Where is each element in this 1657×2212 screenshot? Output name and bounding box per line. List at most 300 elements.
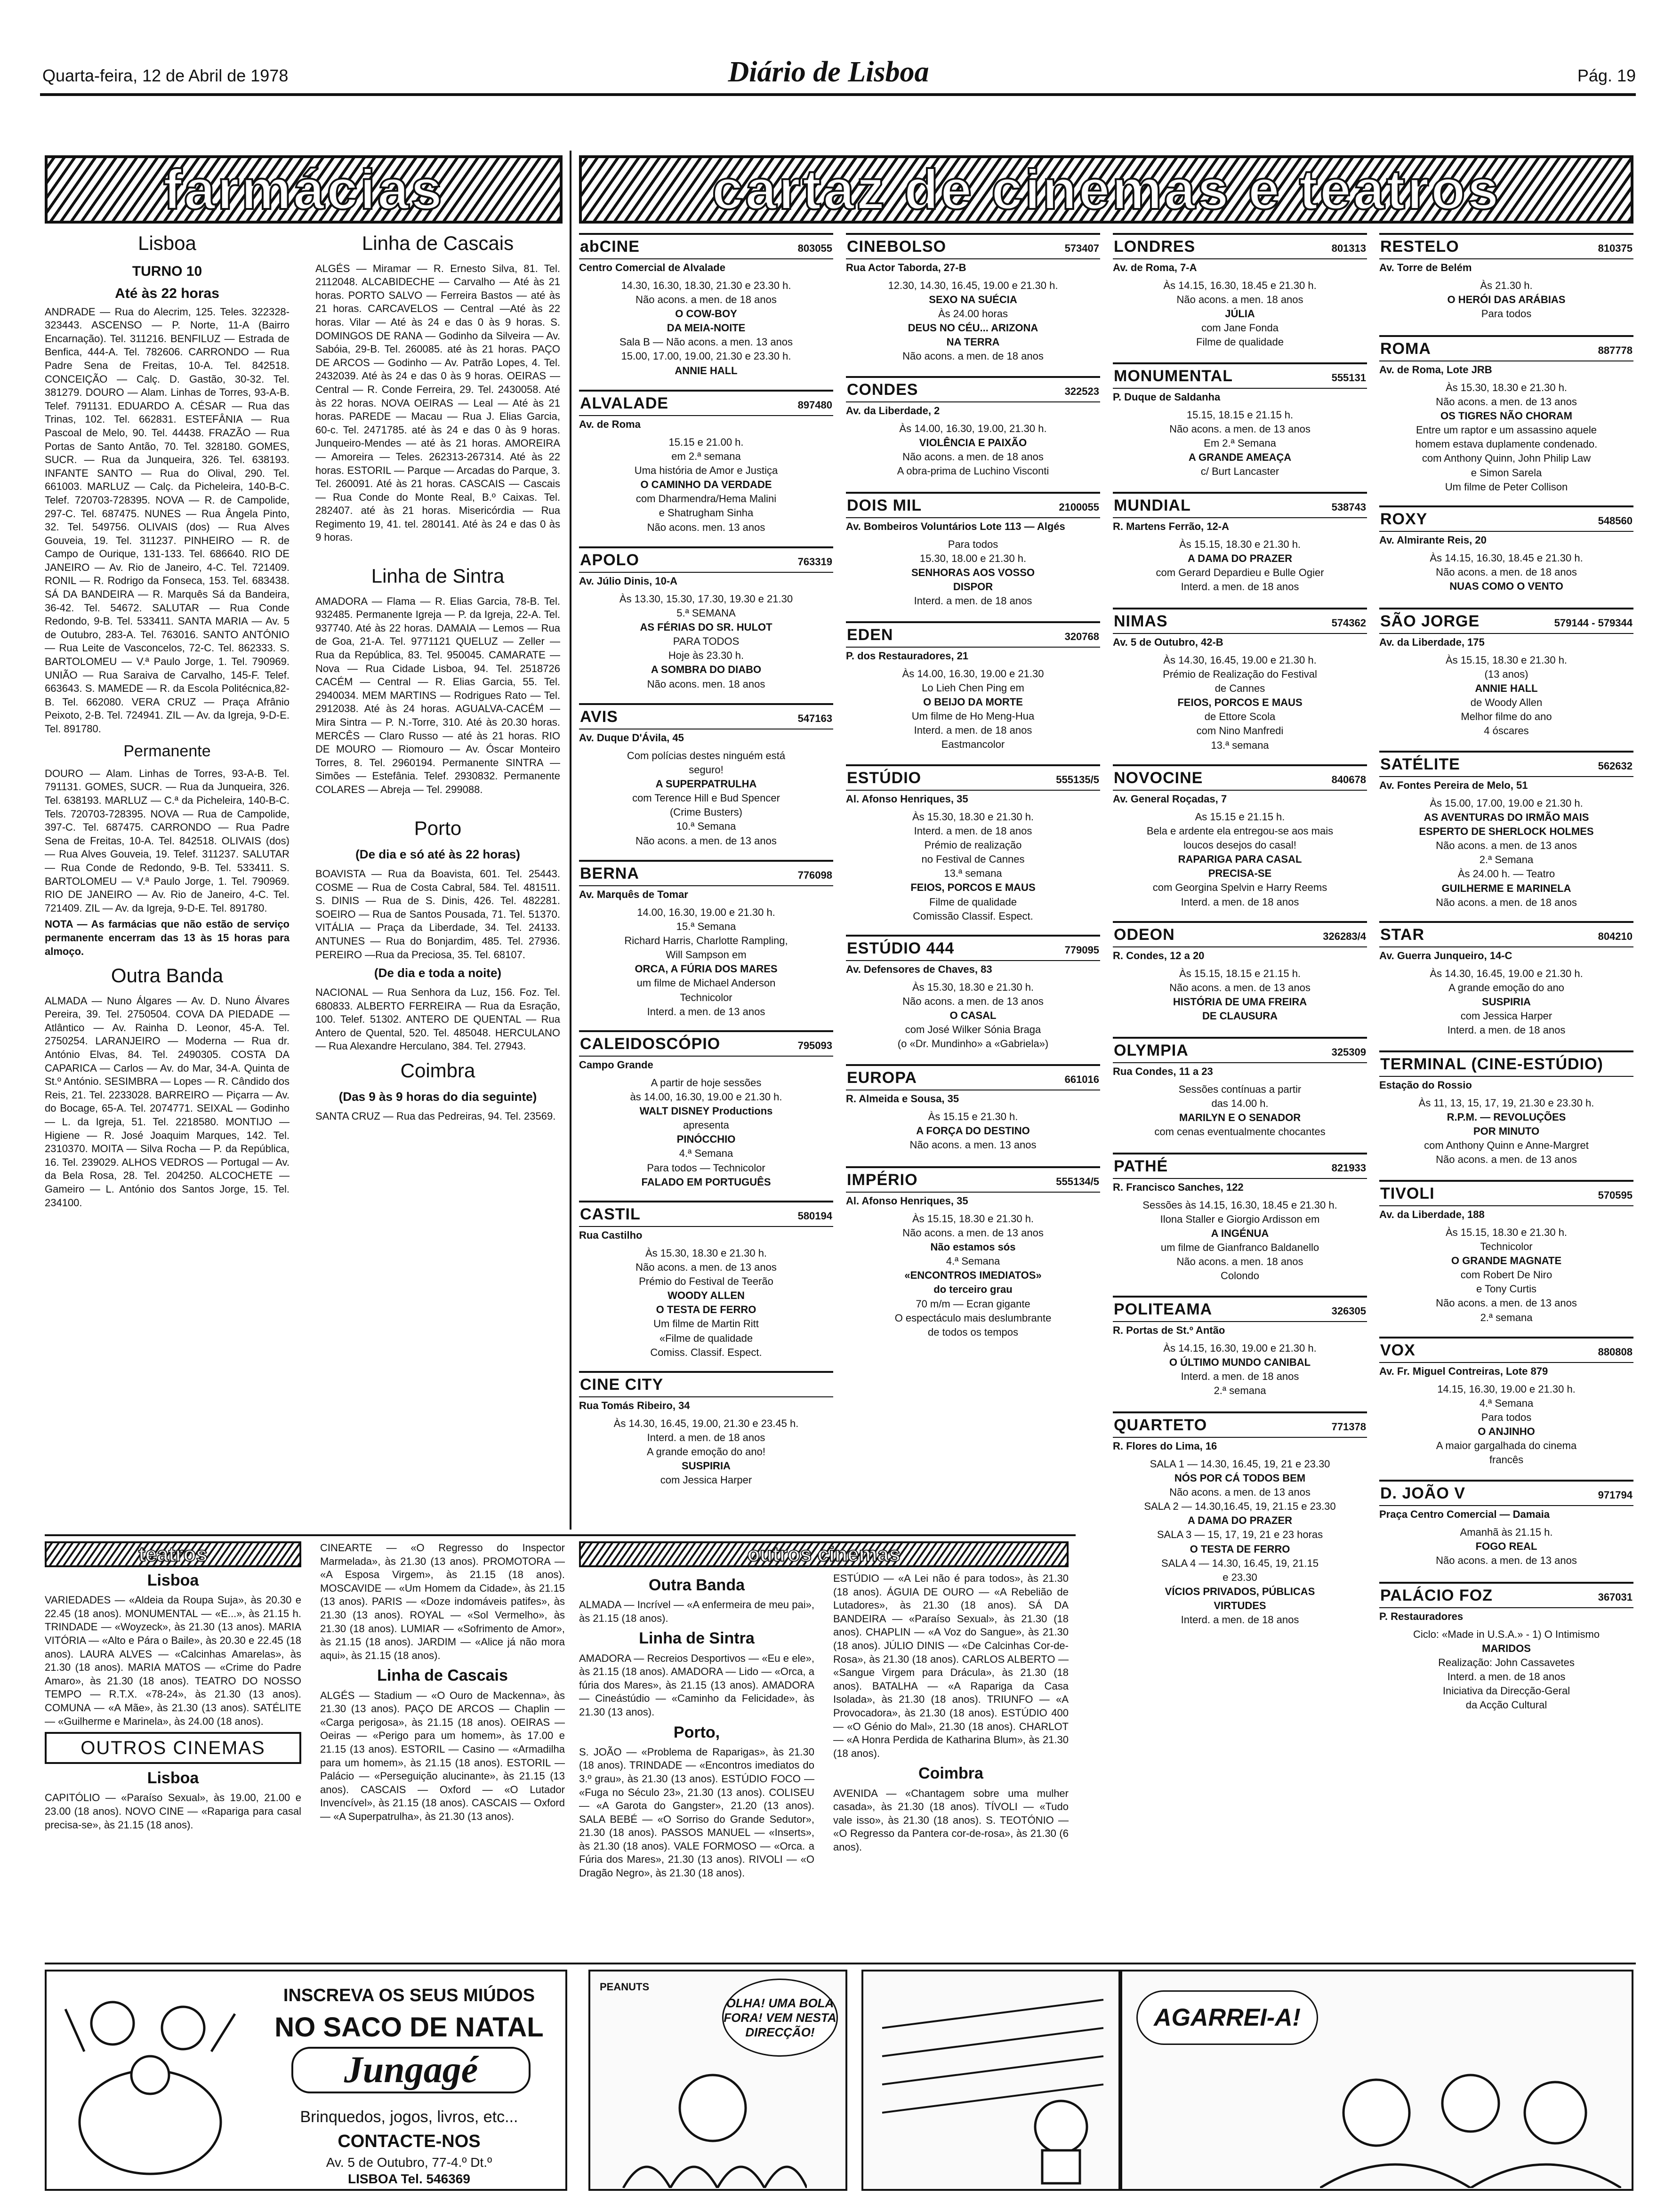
cinema-line: (Crime Busters) <box>669 806 742 818</box>
cinema-line: com Jessica Harper <box>660 1474 752 1486</box>
cinema-line: Às 21.30 h. <box>1480 279 1533 291</box>
cinema-name: MUNDIAL <box>1114 497 1191 514</box>
cinema-line: e Simon Sarela <box>1471 466 1542 479</box>
header-rule <box>40 93 1636 96</box>
cinema-name: AVIS <box>580 708 618 726</box>
cinema-line: SUSPIRIA <box>682 1460 731 1472</box>
cinema-box <box>1113 492 1367 594</box>
cinema-line: Não acons. a men. de 13 anos <box>1436 1554 1577 1566</box>
farmacias-outra-banda-title: Outra Banda <box>111 964 224 987</box>
cinema-line: Ciclo: «Made in U.S.A.» - 1) O Intimismo <box>1413 1628 1600 1640</box>
cinema-phone: 562632 <box>1598 760 1633 772</box>
cinema-line: Não acons. a men. 13 anos <box>909 1138 1037 1151</box>
cinema-line: da Acção Cultural <box>1465 1699 1547 1711</box>
cinema-line: Prémio de realização <box>924 839 1022 851</box>
cinema-line: VIRTUDES <box>1214 1600 1266 1612</box>
cinema-line: Filme de qualidade <box>1196 336 1284 348</box>
cinema-line: 4.ª Semana <box>1479 1397 1534 1409</box>
cinema-address: Av. Torre de Belém <box>1379 261 1472 273</box>
cinema-line: do terceiro grau <box>933 1283 1013 1296</box>
cinema-address: P. dos Restauradores, 21 <box>846 649 969 662</box>
cinema-box <box>1113 764 1367 910</box>
outros-col3-outra-title: Outra Banda <box>648 1576 745 1594</box>
cinema-address: Av. Almirante Reis, 20 <box>1379 534 1487 546</box>
cinema-line: Colondo <box>1221 1270 1259 1282</box>
cinema-line: MARIDOS <box>1482 1642 1531 1654</box>
cinema-line: Às 15.30, 18.30 e 21.30 h. <box>1445 381 1568 393</box>
teatros-banner-text: teatros <box>138 1542 208 1566</box>
cinema-address: Rua Tomás Ribeiro, 34 <box>579 1399 690 1411</box>
cinema-line: VIOLÊNCIA E PAIXÃO <box>919 436 1027 449</box>
cinema-name: ROXY <box>1380 510 1428 528</box>
cinema-address: Av. Fontes Pereira de Melo, 51 <box>1379 779 1528 791</box>
cinema-phone: 2100055 <box>1059 501 1099 513</box>
cinema-line: A FORÇA DO DESTINO <box>916 1124 1030 1137</box>
cinema-line: Will Sampson em <box>666 949 747 961</box>
cinema-box <box>1379 751 1633 910</box>
cinema-line: de Ettore Scola <box>1204 711 1276 723</box>
ad-brand-logo: Jungagé <box>291 2047 531 2093</box>
cinema-name: QUARTETO <box>1114 1416 1207 1434</box>
cinema-name: ROMA <box>1380 340 1431 358</box>
cinema-box <box>846 764 1100 924</box>
cinema-line: NÓS POR CÁ TODOS BEM <box>1174 1472 1306 1484</box>
cinema-address: Av. General Roçadas, 7 <box>1113 793 1227 805</box>
outros-col3-text1: ALMADA — Incrível — «A enfermeira de meu pai», às 21.15 (18 anos). <box>579 1599 814 1624</box>
cinema-line: O COW-BOY <box>675 307 737 320</box>
ad-brinquedos: Brinquedos, jogos, livros, etc... <box>300 2108 518 2126</box>
cinema-line: Para todos <box>1481 307 1532 320</box>
cinema-box <box>846 1064 1100 1153</box>
ads-rule <box>45 1963 1636 1964</box>
cinema-address: Av. da Liberdade, 2 <box>846 404 940 417</box>
cinema-line: Às 15.00, 17.00, 19.00 e 21.30 h. <box>1430 797 1583 809</box>
cinema-name: NOVOCINE <box>1114 769 1203 787</box>
cinema-line: A INGÉNUA <box>1211 1227 1269 1239</box>
cinema-address: Av. Fr. Miguel Contreiras, Lote 879 <box>1379 1365 1548 1377</box>
cinema-box <box>846 376 1100 479</box>
outros-lisboa-title: Lisboa <box>147 1769 199 1787</box>
cinema-phone: 326305 <box>1331 1305 1366 1317</box>
cinema-address: R. Condes, 12 a 20 <box>1113 949 1205 962</box>
cinema-phone: 574362 <box>1331 617 1366 629</box>
cinema-line: Não acons. a men. de 13 anos <box>902 995 1044 1007</box>
cinema-line: ANNIE HALL <box>675 364 738 377</box>
cinema-box <box>1113 233 1367 350</box>
cinema-box <box>1379 335 1633 495</box>
farmacias-banner <box>45 155 563 224</box>
cinema-box <box>579 546 833 692</box>
cinema-address: Al. Afonso Henriques, 35 <box>846 793 968 805</box>
cinema-line: 70 m/m — Ecran gigante <box>916 1298 1030 1310</box>
cinema-line: WOODY ALLEN <box>668 1290 745 1302</box>
cinema-line: Não acons. a men. de 18 anos <box>902 350 1044 362</box>
cinema-line: DA MEIA-NOITE <box>667 322 746 334</box>
farmacias-permanente-title: Permanente <box>123 742 211 760</box>
outros-cinemas-box: OUTROS CINEMAS <box>45 1732 301 1764</box>
cinema-line: MARILYN E O SENADOR <box>1179 1111 1301 1123</box>
cinema-box <box>579 1030 833 1190</box>
cinema-line: O ANJINHO <box>1478 1426 1535 1438</box>
cinema-line: ANNIE HALL <box>1475 682 1538 694</box>
cinema-box <box>846 1166 1100 1340</box>
cinema-address: Av. Guerra Junqueiro, 14-C <box>1379 949 1512 962</box>
cinema-line: Interd. a men. de 18 anos <box>1447 1671 1566 1683</box>
crowd-illustration <box>619 2052 807 2188</box>
jungage-ad <box>45 1970 567 2191</box>
cinema-address: Av. de Roma <box>579 418 641 430</box>
cinema-line: Não acons. men. 13 anos <box>647 521 765 533</box>
cinema-line: de todos os tempos <box>927 1326 1018 1338</box>
cinema-box <box>1379 505 1633 594</box>
farmacias-permanente-text: DOURO — Alam. Linhas de Torres, 93-A-B. Tel. 791131. GOMES, SUCR. — Rua da Junqueira, 326. Tel. 638193. MARLUZ — C.ª da Picheleira, 140-B-C. Tels. 720703-728395. NOVA — Rua de Campolide, 397-C. Tel. 687475. CARRONDO — Rua Padre Sena de Freitas, 10-A. Tel. 842518. OLIVAIS (dos) — Rua Alves Gouveia, 19. Telef. 311237. SALUTAR — Rua Conde de Redondo, 9-B. Tel. 533411. S. BARTOLOMEU — V.ª Paulo Jorge, 1. Tel. 790969. RIO DE JANEIRO — Av. Rio de Janeiro, 4-C. Tel. 721409. ZIL — Av. da Igreja, 9-D-E. Tel. 891780. <box>45 767 290 914</box>
cinema-line: com Terence Hill e Bud Spencer <box>632 792 780 804</box>
cinema-line: A grande emoção do ano <box>1448 981 1564 994</box>
cinema-phone: 555131 <box>1331 372 1366 384</box>
cinema-address: Av. Duque D'Ávila, 45 <box>579 731 684 744</box>
cinema-address: Av. da Liberdade, 175 <box>1379 636 1485 648</box>
cinema-line: SEXO NA SUÉCIA <box>929 293 1017 305</box>
cinema-line: A SOMBRA DO DIABO <box>651 664 762 676</box>
cinema-line: com Jane Fonda <box>1201 322 1279 334</box>
farmacias-lisboa-text: ANDRADE — Rua do Alecrim, 125. Teles. 322328-323443. ASCENSO — P. Norte, 11-A (Bairro Encarnação). Tel. 311216. BENFILUZ — Estrada de Benfica, 444-A. Tel. 782606. CARRONDO — Rua Padre Sena de Freitas, 10-A. Tel. 842518. CONCEIÇÃO — Calç. D. Gastão, 30-32. Tel. 381279. DOURO — Alam. Linhas de Torres, 93-A-B. Telef. 791131. EDUARDO A. CÉSAR — Rua das Trinas, 102. Tel. 662831. ESTEFÂNIA — Rua Pascoal de Melo, 90. Tel. 44438. FRAZÃO — Rua Portas de Santo Antão, 70. Tel. 328180. GOMES, SUCR. — Rua da Junqueira, 326. Tel. 638193. INFANTE SANTO — Rua do Olival, 290. Tel. 661003. MARLUZ — Calç. da Picheleira, 140-B-C. Telef. 720703-728395. NOVA — R. de Campolide, 297-C. Tel. 687475. NUNES — Rua Ângela Pinto, 32. Tel. 549756. OLIVAIS (dos) — Rua Alves Gouveia, 19. Tel. 311237. PINHEIRO — R. de Campo de Ourique, 131-133. Tel. 686640. RIO DE JANEIRO — Av. Rio de Janeiro, 4-C. Tel. 721409. RONIL — R. Rodrigo da Fonseca, 153. Tel. 683438. SÁ DA BANDEIRA — R. Marquês Sá da Bandeira, 36-42. Tel. 54672. SALUTAR — Rua Conde Redondo, 9-B. Tel. 533411. SANTA MARIA — Av. 5 de Outubro, 283-A. Tel. 763016. SANTO ANTÓNIO — Rua Leite de Vasconcelos, 72-C. Tel. 862333. S. BARTOLOMEU — V.ª Paulo Jorge, 1. Tel. 790969. UNIÃO — Rua Saraiva de Carvalho, 145-F. Telef. 663643. S. MAMEDE — R. da Escola Politécnica,82-B. Tel. 662080. VERA CRUZ — Praça Afrânio Peixoto, 2-B. Tel. 724941. ZIL — Av. da Igreja, 9-D-E. Tel. 891780. <box>45 305 290 735</box>
farmacias-porto-title: Porto <box>414 817 462 839</box>
cinema-name: APOLO <box>580 551 639 569</box>
cinema-line: Prémio de Realização do Festival <box>1163 668 1317 680</box>
cinema-name: EDEN <box>847 626 893 644</box>
cinema-line: Não acons. a men. de 13 anos <box>1436 1297 1577 1309</box>
cinema-line: apresenta <box>683 1119 729 1131</box>
cinema-address: R. Francisco Sanches, 122 <box>1113 1181 1244 1193</box>
cinema-name: TERMINAL (CINE-ESTÚDIO) <box>1380 1055 1603 1073</box>
cinema-phone: 821933 <box>1331 1162 1366 1174</box>
cinema-name: PALÁCIO FOZ <box>1380 1587 1493 1604</box>
cinema-line: SUSPIRIA <box>1482 995 1531 1008</box>
teatros-text: VARIEDADES — «Aldeia da Roupa Suja», às 20.30 e 22.45 (18 anos). MONUMENTAL — «E...», às 21.15 h. TRINDADE — «Woyzeck», às 21.30 (13 anos). MARIA VITÓRIA — «Alto e Pára o Baile», às 20.30 e 22.45 (18 anos). LAURA ALVES — «Calcinhas Amarelas», às 21.30 (18 anos). MARIA MATOS — «Crime do Padre Amaro», às 21.30 (18 anos). TEATRO DO NOSSO TEMPO — R.T.X. «78-24», às 21.30 (13 anos). COMUNA — «A Mãe», às 21.30 (13 anos). SATÉLITE — «Guilherme e Marinela», às 24.00 (18 anos). <box>45 1594 301 1727</box>
cinema-address: Estação do Rossio <box>1379 1079 1472 1091</box>
cinema-box <box>579 390 833 535</box>
cinema-line: Às 15.15, 18.30 e 21.30 h. <box>1179 538 1301 550</box>
cinema-address: Av. 5 de Outubro, 42-B <box>1113 636 1223 648</box>
cinema-line: Às 15.30, 18.30 e 21.30 h. <box>645 1247 767 1259</box>
outros-col-2 <box>320 1541 565 1825</box>
cinema-phone: 322523 <box>1064 385 1099 397</box>
cinema-line: DE CLAUSURA <box>1202 1010 1278 1022</box>
cinema-line: com José Wilker Sónia Braga <box>905 1024 1041 1036</box>
cinema-name: STAR <box>1380 926 1425 944</box>
cinema-line: no Festival de Cannes <box>921 853 1025 866</box>
cinema-line: SALA 1 — 14.30, 16.45, 19, 21 e 23.30 <box>1150 1458 1330 1470</box>
cinema-line: Não estamos sós <box>930 1241 1016 1253</box>
cinema-address: Av. Júlio Dinis, 10-A <box>579 575 678 587</box>
cinema-line: com Robert De Niro <box>1460 1269 1552 1281</box>
cinema-line: 14.15, 16.30, 19.00 e 21.30 h. <box>1437 1383 1576 1395</box>
cinema-line: de Cannes <box>1215 682 1265 694</box>
cinema-phone: 547163 <box>797 713 832 724</box>
cinema-line: Não acons. a men. de 13 anos <box>635 834 777 847</box>
cinema-line: Não acons. a men. de 13 anos <box>1169 981 1311 994</box>
cinema-line: OS TIGRES NÃO CHORAM <box>1440 409 1572 422</box>
cinema-name: abCINE <box>580 238 640 256</box>
cinema-line: RAPARIGA PARA CASAL <box>1178 853 1302 866</box>
cinema-line: Prémio do Festival de Teerão <box>639 1275 773 1287</box>
cinema-line: A grande emoção do ano! <box>647 1445 765 1458</box>
outros-col3-text3: S. JOÃO — «Problema de Raparigas», às 21.30 (18 anos). TRINDADE — «Encontros imediatos do 3.º grau», às 21.30 (13 anos). ESTÚDIO FOCO — «Fuga no Século 23», 21.30 (13 anos). COLISEU — «A Garota do Gangster», 21.20 (13 anos). SALA BEBÉ — «O Sorriso do Grande Sedutor», 21.30 (18 anos). PASSOS MANUEL — «Inserts», às 21.30 (18 anos). VALE FORMOSO — «Orca. a Fúria dos Mares», 21.30 (13 anos). RIVOLI — «O Dragão Negro», às 21.30 (18 anos). <box>579 1746 814 1879</box>
cinema-line: POR MINUTO <box>1473 1125 1540 1137</box>
cinema-address: R. Almeida e Sousa, 35 <box>846 1092 959 1105</box>
ad-address-2: LISBOA Tel. 546369 <box>348 2172 470 2186</box>
cinema-line: Melhor filme do ano <box>1461 711 1552 723</box>
outros-col2-cascais-text: ALGÉS — Stadium — «O Ouro de Mackenna», às 21.30 (13 anos). PAÇO DE ARCOS — Chaplin — «Carga perigosa», às 21.15 (18 anos). OEIRAS — Oeiras — «Perigo para um homem», às 17.00 e 21.15 (13 anos). ESTORIL — Casino — «Armadilha para um homem», às 21.15 (18 anos). ESTORIL — Palácio — «Perseguição alucinante», às 21.15 (13 anos). CASCAIS — Oxford — «O Lutador Invencível», às 21.15 (18 anos). CASCAIS — Oxford — «A Superpatrulha», às 21.30 (13 anos). <box>320 1689 565 1822</box>
cinema-line: Hoje às 23.30 h. <box>668 649 744 662</box>
cinema-line: Interd. a men. de 18 anos <box>1447 1024 1566 1036</box>
cinema-line: (13 anos) <box>1484 668 1528 680</box>
cinema-line: WALT DISNEY Productions <box>639 1105 773 1117</box>
cinema-line: 14.30, 16.30, 18.30, 21.30 e 23.30 h. <box>621 279 791 291</box>
comic-bubble-2: AGARREI-A! <box>1136 1990 1318 2045</box>
cinema-line: A obra-prima de Luchino Visconti <box>897 465 1049 477</box>
cinema-line: Não acons. a men. de 13 anos <box>635 1261 777 1273</box>
cinema-phone: 325309 <box>1331 1046 1366 1058</box>
cinema-line: ORCA, A FÚRIA DOS MARES <box>635 963 778 975</box>
cinema-line: 15.30, 18.00 e 21.30 h. <box>919 552 1027 564</box>
cinema-line: VÍCIOS PRIVADOS, PÚBLICAS <box>1165 1586 1315 1598</box>
cinema-box <box>846 621 1100 753</box>
cinema-box <box>579 703 833 849</box>
outros-text: CAPITÓLIO — «Paraíso Sexual», às 19.00, 21.00 e 23.00 (18 anos). NOVO CINE — «Rapariga para casal precisa-se», às 21.15 (18 anos). <box>45 1792 301 1831</box>
cinema-phone: 570595 <box>1598 1189 1633 1201</box>
cinema-line: 4 óscares <box>1484 725 1529 737</box>
cinema-address: Av. Defensores de Chaves, 83 <box>846 963 992 975</box>
cinema-line: «ENCONTROS IMEDIATOS» <box>904 1269 1042 1282</box>
cinema-line: Não acons. a men. de 13 anos <box>1169 423 1311 435</box>
cinema-line: Às 24.00 h. — Teatro <box>1457 868 1555 880</box>
ad-inscreva: INSCREVA OS SEUS MIÚDOS <box>283 1986 535 2005</box>
cinema-phone: 579144 - 579344 <box>1554 617 1633 629</box>
cinema-box <box>1379 608 1633 739</box>
outros-col-4 <box>833 1572 1069 1856</box>
cinema-line: Às 14.00, 16.30, 19.00 e 21.30 <box>902 667 1044 680</box>
cinema-line: Não acons. a men. de 13 anos <box>1436 395 1577 408</box>
cinema-phone: 580194 <box>797 1210 832 1222</box>
cinema-name: SATÉLITE <box>1380 755 1460 773</box>
cinema-address: Av. Bombeiros Voluntários Lote 113 — Algés <box>846 520 1065 532</box>
cinema-box <box>1379 1480 1633 1568</box>
cinema-line: às 14.00, 16.30, 19.00 e 21.30 h. <box>630 1090 782 1103</box>
cinema-line: com Gerard Depardieu e Bulle Ogier <box>1156 566 1324 578</box>
cartaz-banner-text: cartaz de cinemas e teatros <box>712 158 1501 221</box>
cinema-box <box>1113 1296 1367 1398</box>
outros-col3-text2: AMADORA — Recreios Desportivos — «Eu e ele», às 21.15 (18 anos). AMADORA — Lido — «Orca, a fúria dos Mares», às 21.15 (13 anos). AMADORA — Cineástúdio — «Caminho da Felicidade», às 21.30 (13 anos). <box>579 1652 814 1718</box>
cinema-line: PINÓCCHIO <box>676 1133 736 1146</box>
cinema-line: A partir de hoje sessões <box>651 1076 762 1089</box>
crowd-grab-illustration <box>1320 2000 1621 2188</box>
cinema-line: de Woody Allen <box>1470 697 1543 709</box>
cinema-line: Às 14.30, 16.45, 19.00, 21.30 e 23.45 h. <box>613 1417 799 1429</box>
cinema-line: Às 15.30, 18.30 e 21.30 h. <box>912 810 1034 823</box>
farmacias-coimbra-sub: (Das 9 às 9 horas do dia seguinte) <box>338 1090 537 1104</box>
cinema-address: Campo Grande <box>579 1058 653 1071</box>
cinema-line: Technicolor <box>1480 1240 1533 1252</box>
farmacias-porto-sub2: (De dia e toda a noite) <box>374 966 502 980</box>
cinema-line: 12.30, 14.30, 16.45, 19.00 e 21.30 h. <box>888 279 1058 291</box>
cinema-box <box>1113 1037 1367 1139</box>
cinema-box <box>1113 608 1367 753</box>
cinema-name: PATHÉ <box>1114 1157 1168 1175</box>
cinema-line: Não acons. a men. 18 anos <box>1176 293 1303 305</box>
cinema-line: «Filme de qualidade <box>659 1332 753 1344</box>
farmacias-col-2 <box>315 226 560 1126</box>
cinema-line: Lo Lieh Chen Ping em <box>922 681 1024 694</box>
comic-brand: PEANUTS <box>600 1981 650 1993</box>
farmacias-banner-text: farmácias <box>163 158 444 221</box>
cinema-box <box>579 233 833 378</box>
teatros-col <box>45 1541 301 1834</box>
cinema-line: Uma história de Amor e Justiça <box>634 464 778 476</box>
cinema-line: A DAMA DO PRAZER <box>1187 552 1293 564</box>
cinema-line: FEIOS, PORCOS E MAUS <box>910 882 1036 894</box>
cinema-line: 15.00, 17.00, 19.00, 21.30 e 23.30 h. <box>621 350 791 362</box>
cinema-line: JÚLIA <box>1225 307 1255 320</box>
cinema-line: Às 14.30, 16.45, 19.00 e 21.30 h. <box>1430 967 1583 979</box>
cinema-phone: 771378 <box>1331 1421 1366 1433</box>
farmacias-porto-sub1: (De dia e só até às 22 horas) <box>355 847 520 862</box>
cinema-name: D. JOÃO V <box>1380 1484 1465 1502</box>
cinema-line: Filme de qualidade <box>929 896 1017 908</box>
cinema-line: com Dharmendra/Hema Malini <box>635 493 777 505</box>
comic-bubble-1: OLHA! UMA BOLA FORA! VEM NESTA DIRECÇÃO! <box>722 1979 838 2057</box>
cinema-line: Sessões às 14.15, 16.30, 18.45 e 21.30 h. <box>1142 1199 1337 1211</box>
cinema-line: Às 24.00 horas <box>938 307 1008 320</box>
outros-col4-text1: ESTÚDIO — «A Lei não é para todos», às 21.30 (18 anos). ÁGUIA DE OURO — «A Rebelião de Lutadores», às 21.30 (18 anos). SÁ DA BANDEIRA — «Paraíso Sexual», às 21.30 (18 anos). CHAPLIN — «A Voz do Sangue», às 21.30 (18 anos). JÚLIO DINIS — «De Calcinhas Cor-de-Rosa», às 21.30 (18 anos). CARLOS ALBERTO — «Sangue Virgem para Drácula», às 21.30 (18 anos). BATALHA — «A Rapariga da Casa Isolada», às 21.30 (18 anos). TRIUNFO — «A Provocadora», às 21.30 (18 anos). ESTÚDIO 400 — «O Génio do Mal», 21.30 (18 anos). CHARLOT — «A Honra Perdida de Katharina Blum», às 21.30 (18 anos). <box>833 1572 1069 1759</box>
cinema-line: A DAMA DO PRAZER <box>1187 1515 1293 1527</box>
cinema-line: Para todos — Technicolor <box>647 1162 765 1174</box>
farmacias-col-1 <box>45 226 290 1212</box>
outros-col3-porto-title: Porto, <box>673 1723 720 1741</box>
cinema-line: ESPERTO DE SHERLOCK HOLMES <box>1419 825 1594 837</box>
cinema-line: com cenas eventualmente chocantes <box>1154 1126 1326 1138</box>
cinema-line: Não acons. a men. de 13 anos <box>902 1226 1044 1239</box>
outros-cinemas-banner-text: outros cinemas <box>747 1542 901 1566</box>
cinema-line: PRECISA-SE <box>1208 867 1272 880</box>
cinema-line: FOGO REAL <box>1475 1540 1537 1552</box>
outros-col2-text: CINEARTE — «O Regresso do Inspector Marmelada», às 21.30 (13 anos). PROMOTORA — «A Esposa Virgem», às 21.15 (18 anos). MOSCAVIDE — «Um Homem da Cidade», às 21.15 (13 anos). PARIS — «Doze indomáveis patifes», às 21.30 (13 anos). ROYAL — «Sol Vermelho», às 21.30 (18 anos). LUMIAR — «Sofrimento de Amor», às 21.15 (18 anos). JARDIM — «Alice já não mora aqui», às 21.15 (18 anos). <box>320 1542 565 1661</box>
cinema-line: Entre um raptor e um assassino aquele <box>1416 424 1597 436</box>
cinema-box <box>1379 1582 1633 1713</box>
outros-col-3 <box>579 1572 814 1882</box>
cinema-line: Richard Harris, Charlotte Rampling, <box>624 934 788 946</box>
cinema-line: Interd. a men. de 18 anos <box>1181 1370 1299 1382</box>
stadium-illustration <box>863 1972 1122 2193</box>
cinema-line: Para todos <box>1481 1411 1532 1423</box>
cinema-name: NIMAS <box>1114 612 1168 630</box>
cinema-name: IMPÉRIO <box>847 1171 918 1189</box>
cinema-line: Em 2.ª Semana <box>1204 437 1276 449</box>
cinema-line: e 23.30 <box>1223 1571 1257 1583</box>
page-header <box>0 0 1657 108</box>
cinema-phone: 804210 <box>1598 930 1633 942</box>
cinema-phone: 801313 <box>1331 242 1366 254</box>
cinema-line: O CASAL <box>949 1009 997 1021</box>
farmacias-coimbra-text: SANTA CRUZ — Rua das Pedreiras, 94. Tel. 23569. <box>315 1110 556 1122</box>
outros-col2-cascais-title: Linha de Cascais <box>377 1667 508 1685</box>
cinema-line: HISTÓRIA DE UMA FREIRA <box>1173 995 1307 1008</box>
cinema-box <box>1379 921 1633 1038</box>
cinema-name: LONDRES <box>1114 238 1196 256</box>
cinema-line: c/ Burt Lancaster <box>1200 465 1279 478</box>
cinema-line: Interd. a men. de 18 anos <box>914 724 1032 737</box>
cinema-address: Centro Comercial de Alvalade <box>579 261 725 273</box>
cinema-line: Technicolor <box>680 991 732 1003</box>
cinema-line: Interd. a men. de 18 anos <box>1181 1614 1299 1626</box>
cinema-box <box>1379 1050 1633 1167</box>
cinema-line: Interd. a men. de 13 anos <box>647 1005 765 1018</box>
cinema-line: 4.ª Semana <box>946 1255 1000 1267</box>
cinema-address: R. Portas de St.º Antão <box>1113 1324 1225 1336</box>
cinema-box <box>846 233 1100 364</box>
cinema-line: loucos desejos do casal! <box>1183 839 1296 851</box>
cinema-line: em 2.ª semana <box>671 450 741 462</box>
comic-panel-2 <box>861 1970 1120 2191</box>
cinema-line: Interd. a men. de 18 anos <box>647 1431 765 1443</box>
cinema-line: AS FÉRIAS DO SR. HULOT <box>640 621 772 633</box>
cinema-name: OLYMPIA <box>1114 1042 1189 1059</box>
cinema-line: Não acons. a men. de 18 anos <box>1436 896 1577 908</box>
cinema-address: Av. de Roma, 7-A <box>1113 261 1197 273</box>
cinema-box <box>1379 1337 1633 1468</box>
cinema-box <box>846 935 1100 1051</box>
bottom-rule <box>45 1534 1076 1536</box>
farmacias-sintra-text: AMADORA — Flama — R. Elias Garcia, 78-B. Tel. 932485. Permanente Igreja — P. da Igreja, 22-A. Tel. 937740. Até às 22 horas. DAMAIA — Lemos — Rua de Goa, 21-A. Tel. 9771121 QUELUZ — Zeller — Rua da República, 83. Tel. 950045. CAMARATE — Nova — Rua Cidade Lisboa, 94. Tel. 2518726 CACÉM — Central — R. Elias Garcia, 55. Tel. 2940034. MEM MARTINS — Rodrigues Rato — Tel. 2912038. Até às 24 horas. AGUALVA-CACÉM — Mira Sintra — P. N.-Torre, 310. Até às 20.30 horas. MERCÊS — Claro Russo — até às 21 horas. RIO DE MOURO — Riomouro — Av. Óscar Monteiro Torres, 8. Tel. 2960194. Permanente SINTRA — Simões — Estefânia. Telef. 2930832. Permanente COLARES — Abreja — Tel. 299088. <box>315 595 560 795</box>
cinema-line: 15.ª Semana <box>676 920 736 932</box>
teatros-lisboa-title: Lisboa <box>147 1571 199 1589</box>
cinema-name: ESTÚDIO 444 <box>847 939 955 957</box>
cinema-name: RESTELO <box>1380 238 1459 256</box>
outros-col3-sintra-title: Linha de Sintra <box>639 1629 755 1648</box>
cinema-line: SALA 2 — 14.30,16.45, 19, 21.15 e 23.30 <box>1144 1500 1336 1513</box>
cinema-line: 5.ª SEMANA <box>676 607 736 619</box>
farmacias-outra-banda-text: ALMADA — Nuno Álgares — Av. D. Nuno Álvares Pereira, 39. Tel. 2750504. COVA DA PIEDADE — Atlântico — Av. Rainha D. Leonor, 45-A. Tel. 2750254. LARANJEIRO — Moderna — Rua dr. António Elvas, 84. Tel. 2490305. COSTA DA CAPARICA — Carlos — Av. do Mar, 34-A. Quinta de St.º António. SESIMBRA — Lopes — R. Cândido dos Reis, 21. Tel. 2233028. BARREIRO — Piçarra — Av. do Bocage, 65-A. Tel. 2074771. SEIXAL — Godinho — L. da Igreja, 51. Tel. 2218580. MONTIJO — Higiene — R. José Joaquim Marques, 142. Tel. 2310370. MOITA — Silva Rocha — P. da República, 16. Tel. 239029. ALHOS VEDROS — Portugal — Av. da Bela Rosa, 28. Tel. 204250. ALCOCHETE — Gameiro — L. António dos Santos Jorge, 15. Tel. 234100. <box>45 994 290 1209</box>
cinema-phone: 776098 <box>797 869 832 881</box>
cinema-address: Av. de Roma, Lote JRB <box>1379 363 1492 376</box>
cinema-line: 15.15, 18.15 e 21.15 h. <box>1186 409 1294 421</box>
cinema-line: PARA TODOS <box>673 635 740 648</box>
cinema-line: Às 15.30, 18.30 e 21.30 h. <box>912 981 1034 993</box>
cinema-line: Amanhã às 21.15 h. <box>1460 1526 1553 1538</box>
cinema-box <box>579 1201 833 1360</box>
cinema-line: Às 15.15, 18.30 e 21.30 h. <box>1445 654 1568 666</box>
cinema-box <box>1113 1411 1367 1628</box>
cinema-line: Não acons. a men. 18 anos <box>1176 1256 1303 1268</box>
cinema-line: AS AVENTURAS DO IRMÃO MAIS <box>1424 811 1589 823</box>
cinema-line: A SUPERPATRULHA <box>655 777 757 790</box>
farmacias-lisboa-title: Lisboa <box>138 232 196 254</box>
cinema-line: Às 15.15 e 21.30 h. <box>928 1110 1018 1122</box>
farmacias-coimbra-title: Coimbra <box>400 1059 475 1082</box>
outros-col4-text2: AVENIDA — «Chantagem sobre uma mulher casada», às 21.30 (18 anos). TÍVOLI — «Tudo vale isso», às 21.30 (18 anos). S. TEOTÓNIO — «O Regresso da Pantera cor-de-rosa», às 21.30 (6 anos). <box>833 1787 1069 1853</box>
cinema-name: MONUMENTAL <box>1114 367 1233 385</box>
cinema-address: Al. Afonso Henriques, 35 <box>846 1194 968 1207</box>
cinema-box <box>1379 1180 1633 1325</box>
cinema-line: 15.15 e 21.00 h. <box>668 436 744 448</box>
cinema-address: Av. Marquês de Tomar <box>579 888 688 900</box>
cinema-line: SENHORAS AOS VOSSO <box>911 566 1035 578</box>
cinema-line: Às 15.15, 18.30 e 21.30 h. <box>912 1212 1034 1225</box>
cinema-line: Interd. a men. de 18 anos <box>1181 896 1299 908</box>
column-divider <box>570 151 571 1530</box>
cinema-line: francês <box>1489 1454 1524 1466</box>
cinema-line: um filme de Michael Anderson <box>636 977 776 989</box>
